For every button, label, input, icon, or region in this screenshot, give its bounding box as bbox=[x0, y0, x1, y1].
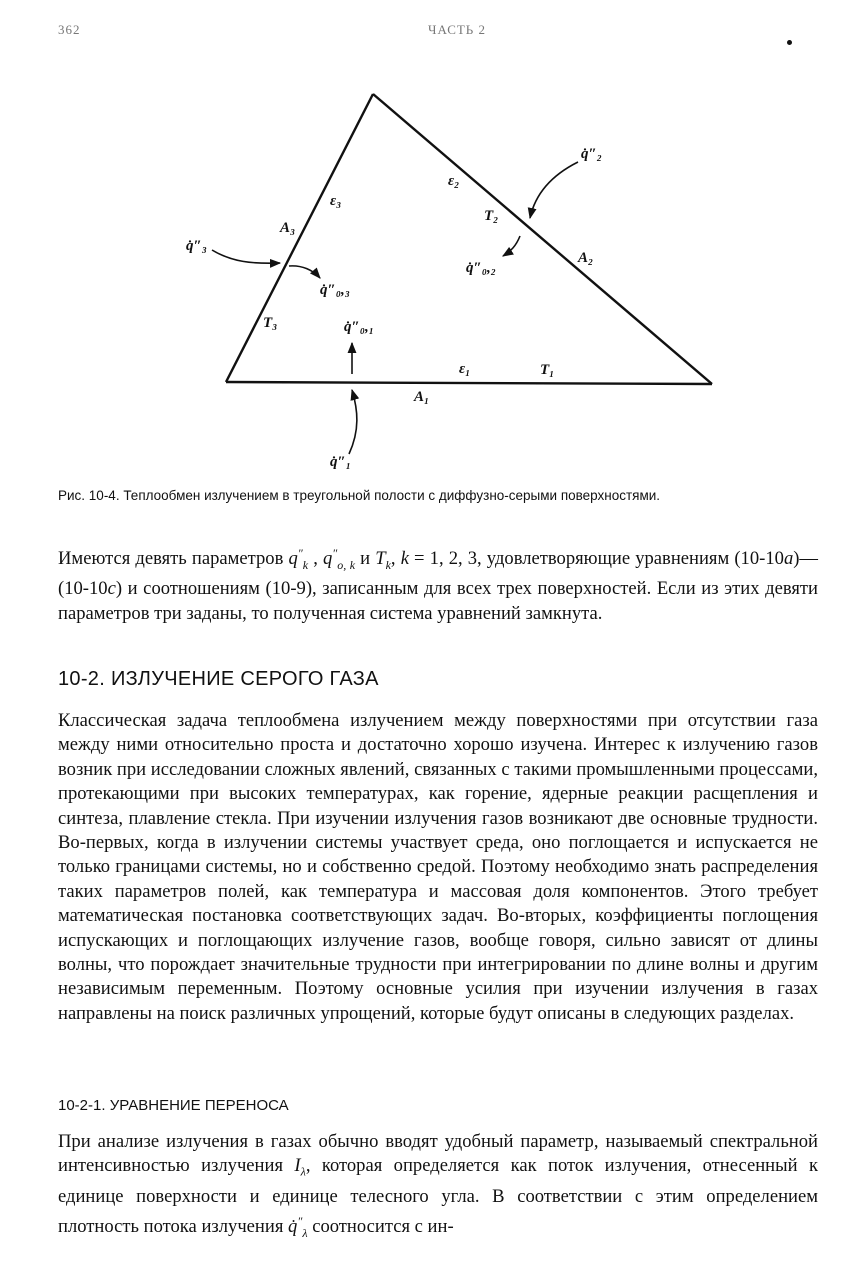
label-q2: q̇″₂ bbox=[581, 146, 603, 162]
wall-a1 bbox=[226, 382, 712, 384]
arrow-q3 bbox=[212, 250, 280, 263]
arrow-q02 bbox=[503, 236, 520, 256]
running-head: ЧАСТЬ 2 bbox=[428, 22, 487, 37]
triangle-cavity-figure bbox=[0, 0, 845, 480]
label-q1: q̇″₁ bbox=[330, 454, 352, 470]
label-T3: T₃ bbox=[263, 315, 278, 331]
paragraph-parameters: Имеются девять параметров $q''_k$ , $q''_{o, k}$ и $T_k$, k = 1, 2, 3, удовлетворяющие уравнениям (10-10a)—(10-10c) и соотношениям (10-9), записанным для всех трех поверхностей. Если из этих девяти параметров три заданы, то полученная система уравнений замкнута. bbox=[58, 546, 819, 624]
label-q3: q̇″₃ bbox=[186, 238, 208, 254]
label-eps2: ε₂ bbox=[448, 173, 460, 189]
subsection-heading: 10-2-1. УРАВНЕНИЕ ПЕРЕНОСА bbox=[58, 1097, 289, 1114]
label-A3: A₃ bbox=[280, 220, 296, 236]
label-eps3: ε₃ bbox=[330, 193, 342, 209]
label-A2: A₂ bbox=[578, 250, 594, 266]
label-q01: q̇″₀,₁ bbox=[344, 319, 374, 335]
arrow-q03 bbox=[289, 266, 320, 278]
paragraph-transfer-equation: При анализе излучения в газах обычно вводят удобный параметр, называемый спектральной интенсивностью излучения $I_\lambda$, которая определяется как поток излучения, отнесенный к единице поверхности и единице телесного угла. В соответствии с этим определением плотность потока излучения $q̇''_\lambda$ соотносится с ин- bbox=[58, 1131, 818, 1240]
arrow-q1 bbox=[349, 390, 357, 454]
page-number: 362 bbox=[58, 22, 81, 37]
label-A1: A₁ bbox=[414, 389, 430, 405]
label-T1: T₁ bbox=[540, 362, 555, 378]
wall-a3 bbox=[226, 94, 373, 382]
figure-caption: Рис. 10-4. Теплообмен излучением в треугольной полости с диффузно-серыми поверхностями. bbox=[58, 488, 661, 503]
section-heading: 10-2. ИЗЛУЧЕНИЕ СЕРОГО ГАЗА bbox=[58, 668, 379, 690]
paragraph-gray-gas: Классическая задача теплообмена излучением между поверхностями при отсутствии газа между ними относительно проста и достаточно хорошо изучена. Интерес к излучению газов возник при исследовании сложных явлений, связанных с такими промышленными процессами, протекающими при высоких температурах, как горение, ядерные реакции расщепления и синтеза, плавление стекла. При изучении излучения газов возникают две основные трудности. Во-первых, когда в излучении системы участвует среда, оно поглощается и испускается не только границами системы, но и собственно средой. Поэтому необходимо знать распределения таких параметров полей, как температура и массовая доля компонентов. Этого требует математическая постановка соответствующих задач. Во-вторых, коэффициенты поглощения испускающих и поглощающих излучение газов, вообще говоря, сильно зависят от длины волны, что порождает значительные трудности при интегрировании по длине волны и другим независимым переменным. Поэтому основные усилия при изучении излучения в газах направлены на поиск различных упрощений, которые будут описаны в следующих разделах. bbox=[58, 710, 818, 1024]
label-q03: q̇″₀,₃ bbox=[320, 282, 350, 298]
label-eps1: ε₁ bbox=[459, 361, 471, 377]
label-T2: T₂ bbox=[484, 208, 499, 224]
wall-a2 bbox=[373, 94, 712, 384]
label-q02: q̇″₀,₂ bbox=[466, 260, 496, 276]
arrow-q2 bbox=[530, 162, 578, 218]
